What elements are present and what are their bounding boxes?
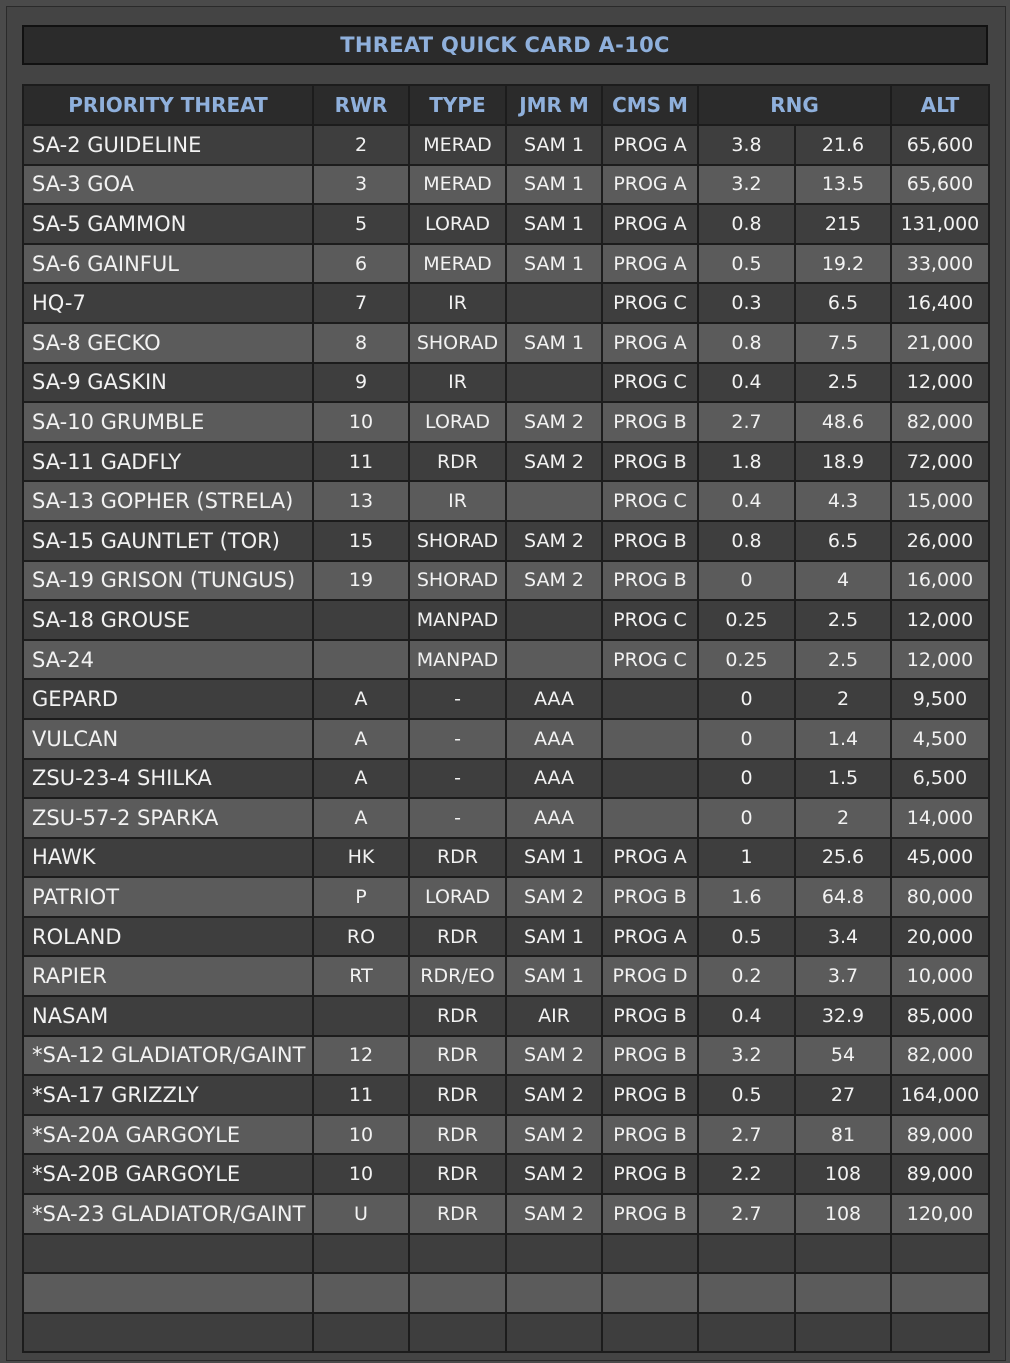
jmr-cell: AAA xyxy=(506,679,602,719)
alt-cell: 16,000 xyxy=(891,561,989,601)
rng-min-cell: 0 xyxy=(698,679,795,719)
alt-cell: 45,000 xyxy=(891,838,989,878)
rng-max-cell: 108 xyxy=(795,1194,891,1234)
threat-name-cell: *SA-20B GARGOYLE xyxy=(23,1154,313,1194)
rng-max-cell: 6.5 xyxy=(795,521,891,561)
threat-name-cell: ZSU-23-4 SHILKA xyxy=(23,759,313,799)
threat-name-cell: SA-13 GOPHER (STRELA) xyxy=(23,481,313,521)
alt-cell: 4,500 xyxy=(891,719,989,759)
rwr-cell: 10 xyxy=(313,402,409,442)
table-row xyxy=(23,481,989,521)
rwr-cell: 6 xyxy=(313,244,409,284)
rng-min-cell: 0.3 xyxy=(698,283,795,323)
type-cell: RDR xyxy=(409,1075,506,1115)
rwr-cell: A xyxy=(313,798,409,838)
threat-name-cell: SA-19 GRISON (TUNGUS) xyxy=(23,561,313,601)
cms-cell: PROG C xyxy=(602,640,698,680)
threat-name-cell xyxy=(23,1313,313,1353)
rwr-cell xyxy=(313,1234,409,1274)
cms-cell: PROG A xyxy=(602,838,698,878)
rng-max-cell: 25.6 xyxy=(795,838,891,878)
rng-max-cell: 13.5 xyxy=(795,165,891,205)
cms-cell: PROG D xyxy=(602,956,698,996)
rng-min-cell: 1.8 xyxy=(698,442,795,482)
threat-table xyxy=(22,84,990,1353)
rng-min-cell: 0.4 xyxy=(698,481,795,521)
type-cell: RDR/EO xyxy=(409,956,506,996)
threat-name-cell: SA-24 xyxy=(23,640,313,680)
rng-max-cell: 48.6 xyxy=(795,402,891,442)
threat-name-cell xyxy=(23,1234,313,1274)
alt-cell: 80,000 xyxy=(891,877,989,917)
jmr-cell xyxy=(506,640,602,680)
rng-min-cell: 0.8 xyxy=(698,204,795,244)
rwr-cell: 19 xyxy=(313,561,409,601)
alt-cell: 89,000 xyxy=(891,1115,989,1155)
cms-cell xyxy=(602,1313,698,1353)
table-row xyxy=(23,640,989,680)
type-cell xyxy=(409,1313,506,1353)
alt-cell xyxy=(891,1313,989,1353)
header-cms-m: CMS M xyxy=(602,85,698,125)
jmr-cell: SAM 1 xyxy=(506,323,602,363)
jmr-cell: SAM 2 xyxy=(506,561,602,601)
type-cell: MANPAD xyxy=(409,640,506,680)
rng-max-cell: 1.5 xyxy=(795,759,891,799)
type-cell: RDR xyxy=(409,1115,506,1155)
alt-cell: 85,000 xyxy=(891,996,989,1036)
rng-max-cell: 32.9 xyxy=(795,996,891,1036)
rng-max-cell: 215 xyxy=(795,204,891,244)
alt-cell: 131,000 xyxy=(891,204,989,244)
rwr-cell: 5 xyxy=(313,204,409,244)
table-row xyxy=(23,363,989,403)
cms-cell xyxy=(602,798,698,838)
rng-max-cell: 19.2 xyxy=(795,244,891,284)
cms-cell: PROG B xyxy=(602,996,698,1036)
rng-max-cell: 64.8 xyxy=(795,877,891,917)
threat-name-cell: HQ-7 xyxy=(23,283,313,323)
cms-cell: PROG A xyxy=(602,204,698,244)
cms-cell: PROG B xyxy=(602,521,698,561)
threat-name-cell: SA-5 GAMMON xyxy=(23,204,313,244)
table-row xyxy=(23,679,989,719)
cms-cell xyxy=(602,679,698,719)
rng-min-cell: 1 xyxy=(698,838,795,878)
rng-min-cell: 0.4 xyxy=(698,996,795,1036)
jmr-cell xyxy=(506,1313,602,1353)
threat-name-cell: SA-2 GUIDELINE xyxy=(23,125,313,165)
cms-cell: PROG B xyxy=(602,1036,698,1076)
alt-cell: 16,400 xyxy=(891,283,989,323)
rwr-cell: 10 xyxy=(313,1154,409,1194)
rng-min-cell: 2.7 xyxy=(698,402,795,442)
cms-cell: PROG A xyxy=(602,125,698,165)
alt-cell: 82,000 xyxy=(891,1036,989,1076)
jmr-cell: SAM 1 xyxy=(506,204,602,244)
table-row xyxy=(23,204,989,244)
rng-max-cell: 27 xyxy=(795,1075,891,1115)
rwr-cell xyxy=(313,600,409,640)
table-row xyxy=(23,244,989,284)
rng-max-cell: 2 xyxy=(795,798,891,838)
rng-max-cell: 81 xyxy=(795,1115,891,1155)
rng-max-cell: 1.4 xyxy=(795,719,891,759)
type-cell: IR xyxy=(409,481,506,521)
alt-cell: 9,500 xyxy=(891,679,989,719)
rwr-cell: A xyxy=(313,679,409,719)
alt-cell: 26,000 xyxy=(891,521,989,561)
table-row xyxy=(23,442,989,482)
type-cell: RDR xyxy=(409,917,506,957)
jmr-cell: SAM 1 xyxy=(506,956,602,996)
rng-min-cell: 0.4 xyxy=(698,363,795,403)
rng-min-cell: 0.8 xyxy=(698,521,795,561)
threat-name-cell: SA-11 GADFLY xyxy=(23,442,313,482)
jmr-cell: SAM 2 xyxy=(506,402,602,442)
cms-cell: PROG C xyxy=(602,363,698,403)
rng-max-cell: 54 xyxy=(795,1036,891,1076)
rng-min-cell: 0.5 xyxy=(698,244,795,284)
jmr-cell xyxy=(506,363,602,403)
rwr-cell xyxy=(313,1313,409,1353)
rng-min-cell: 2.7 xyxy=(698,1115,795,1155)
rwr-cell: 12 xyxy=(313,1036,409,1076)
rng-max-cell: 18.9 xyxy=(795,442,891,482)
type-cell: RDR xyxy=(409,442,506,482)
table-row xyxy=(23,956,989,996)
rwr-cell xyxy=(313,1273,409,1313)
type-cell: SHORAD xyxy=(409,521,506,561)
rng-max-cell: 3.4 xyxy=(795,917,891,957)
table-row xyxy=(23,996,989,1036)
threat-name-cell: NASAM xyxy=(23,996,313,1036)
type-cell: IR xyxy=(409,363,506,403)
table-row xyxy=(23,165,989,205)
jmr-cell: SAM 2 xyxy=(506,877,602,917)
rng-min-cell xyxy=(698,1273,795,1313)
rwr-cell: A xyxy=(313,759,409,799)
rwr-cell: RO xyxy=(313,917,409,957)
header-alt: ALT xyxy=(891,85,989,125)
rng-max-cell: 6.5 xyxy=(795,283,891,323)
threat-name-cell: RAPIER xyxy=(23,956,313,996)
type-cell: LORAD xyxy=(409,402,506,442)
rng-min-cell: 3.8 xyxy=(698,125,795,165)
jmr-cell: SAM 1 xyxy=(506,125,602,165)
table-row xyxy=(23,323,989,363)
rng-min-cell: 2.7 xyxy=(698,1194,795,1234)
jmr-cell xyxy=(506,600,602,640)
rwr-cell: 11 xyxy=(313,442,409,482)
rng-max-cell: 4 xyxy=(795,561,891,601)
header-rwr: RWR xyxy=(313,85,409,125)
rng-max-cell: 2.5 xyxy=(795,600,891,640)
threat-name-cell: SA-8 GECKO xyxy=(23,323,313,363)
threat-name-cell: *SA-12 GLADIATOR/GAINT xyxy=(23,1036,313,1076)
jmr-cell: SAM 2 xyxy=(506,1115,602,1155)
alt-cell: 82,000 xyxy=(891,402,989,442)
threat-name-cell: ZSU-57-2 SPARKA xyxy=(23,798,313,838)
header-rng: RNG xyxy=(698,85,891,125)
type-cell xyxy=(409,1234,506,1274)
rng-min-cell: 0.25 xyxy=(698,600,795,640)
alt-cell: 65,600 xyxy=(891,165,989,205)
rwr-cell: HK xyxy=(313,838,409,878)
rng-min-cell: 0.5 xyxy=(698,1075,795,1115)
rwr-cell xyxy=(313,996,409,1036)
table-row xyxy=(23,1115,989,1155)
alt-cell: 120,00 xyxy=(891,1194,989,1234)
threat-name-cell: *SA-17 GRIZZLY xyxy=(23,1075,313,1115)
rwr-cell: 3 xyxy=(313,165,409,205)
jmr-cell xyxy=(506,1234,602,1274)
header-row xyxy=(23,85,989,125)
cms-cell: PROG B xyxy=(602,1194,698,1234)
cms-cell xyxy=(602,719,698,759)
jmr-cell: SAM 2 xyxy=(506,1154,602,1194)
cms-cell xyxy=(602,1273,698,1313)
rng-max-cell xyxy=(795,1273,891,1313)
table-row xyxy=(23,1075,989,1115)
threat-name-cell: VULCAN xyxy=(23,719,313,759)
table-row xyxy=(23,600,989,640)
threat-name-cell: SA-9 GASKIN xyxy=(23,363,313,403)
type-cell: - xyxy=(409,719,506,759)
threat-name-cell: *SA-20A GARGOYLE xyxy=(23,1115,313,1155)
alt-cell: 6,500 xyxy=(891,759,989,799)
threat-name-cell: SA-6 GAINFUL xyxy=(23,244,313,284)
rwr-cell xyxy=(313,640,409,680)
rng-min-cell: 0 xyxy=(698,561,795,601)
cms-cell: PROG B xyxy=(602,877,698,917)
alt-cell: 10,000 xyxy=(891,956,989,996)
rng-min-cell xyxy=(698,1313,795,1353)
alt-cell: 65,600 xyxy=(891,125,989,165)
type-cell: - xyxy=(409,798,506,838)
cms-cell: PROG B xyxy=(602,561,698,601)
threat-name-cell: HAWK xyxy=(23,838,313,878)
type-cell: RDR xyxy=(409,838,506,878)
table-row xyxy=(23,1036,989,1076)
cms-cell: PROG A xyxy=(602,165,698,205)
rng-min-cell: 0 xyxy=(698,798,795,838)
table-row xyxy=(23,283,989,323)
rng-min-cell: 0.25 xyxy=(698,640,795,680)
jmr-cell: SAM 2 xyxy=(506,521,602,561)
alt-cell: 72,000 xyxy=(891,442,989,482)
rng-min-cell: 0 xyxy=(698,759,795,799)
threat-name-cell: PATRIOT xyxy=(23,877,313,917)
rng-max-cell: 2 xyxy=(795,679,891,719)
table-row xyxy=(23,125,989,165)
type-cell: MERAD xyxy=(409,165,506,205)
jmr-cell: SAM 1 xyxy=(506,244,602,284)
table-row xyxy=(23,1273,989,1313)
rng-min-cell: 0 xyxy=(698,719,795,759)
type-cell: MERAD xyxy=(409,125,506,165)
rwr-cell: 13 xyxy=(313,481,409,521)
jmr-cell: AAA xyxy=(506,719,602,759)
cms-cell: PROG A xyxy=(602,917,698,957)
alt-cell: 12,000 xyxy=(891,600,989,640)
threat-name-cell xyxy=(23,1273,313,1313)
rng-min-cell: 1.6 xyxy=(698,877,795,917)
rng-min-cell: 3.2 xyxy=(698,1036,795,1076)
table-row xyxy=(23,561,989,601)
alt-cell: 33,000 xyxy=(891,244,989,284)
cms-cell xyxy=(602,1234,698,1274)
rng-max-cell: 2.5 xyxy=(795,363,891,403)
type-cell xyxy=(409,1273,506,1313)
table-row xyxy=(23,1194,989,1234)
rng-max-cell xyxy=(795,1313,891,1353)
rwr-cell: RT xyxy=(313,956,409,996)
jmr-cell: AAA xyxy=(506,759,602,799)
rng-min-cell: 0.8 xyxy=(698,323,795,363)
cms-cell: PROG C xyxy=(602,283,698,323)
header-priority-threat: PRIORITY THREAT xyxy=(23,85,313,125)
rng-min-cell: 3.2 xyxy=(698,165,795,205)
cms-cell xyxy=(602,759,698,799)
rng-max-cell: 2.5 xyxy=(795,640,891,680)
jmr-cell: AIR xyxy=(506,996,602,1036)
type-cell: RDR xyxy=(409,1194,506,1234)
alt-cell: 21,000 xyxy=(891,323,989,363)
alt-cell: 12,000 xyxy=(891,363,989,403)
cms-cell: PROG B xyxy=(602,1115,698,1155)
table-row xyxy=(23,719,989,759)
type-cell: - xyxy=(409,759,506,799)
table-row xyxy=(23,521,989,561)
jmr-cell: AAA xyxy=(506,798,602,838)
threat-name-cell: GEPARD xyxy=(23,679,313,719)
jmr-cell: SAM 1 xyxy=(506,917,602,957)
type-cell: IR xyxy=(409,283,506,323)
rng-max-cell: 21.6 xyxy=(795,125,891,165)
rwr-cell: 2 xyxy=(313,125,409,165)
alt-cell: 164,000 xyxy=(891,1075,989,1115)
type-cell: - xyxy=(409,679,506,719)
cms-cell: PROG B xyxy=(602,1154,698,1194)
jmr-cell xyxy=(506,1273,602,1313)
rng-min-cell xyxy=(698,1234,795,1274)
threat-name-cell: SA-3 GOA xyxy=(23,165,313,205)
header-jmr-m: JMR M xyxy=(506,85,602,125)
alt-cell xyxy=(891,1234,989,1274)
jmr-cell: SAM 2 xyxy=(506,1075,602,1115)
rng-max-cell: 4.3 xyxy=(795,481,891,521)
table-row xyxy=(23,798,989,838)
cms-cell: PROG A xyxy=(602,244,698,284)
table-row xyxy=(23,1234,989,1274)
alt-cell: 89,000 xyxy=(891,1154,989,1194)
cms-cell: PROG C xyxy=(602,600,698,640)
rwr-cell: 11 xyxy=(313,1075,409,1115)
rng-max-cell xyxy=(795,1234,891,1274)
rng-max-cell: 108 xyxy=(795,1154,891,1194)
alt-cell xyxy=(891,1273,989,1313)
rng-min-cell: 2.2 xyxy=(698,1154,795,1194)
jmr-cell: SAM 2 xyxy=(506,1194,602,1234)
type-cell: MANPAD xyxy=(409,600,506,640)
threat-name-cell: SA-10 GRUMBLE xyxy=(23,402,313,442)
card-title: THREAT QUICK CARD A-10C xyxy=(22,25,988,65)
table-row xyxy=(23,1154,989,1194)
alt-cell: 15,000 xyxy=(891,481,989,521)
alt-cell: 20,000 xyxy=(891,917,989,957)
table-row xyxy=(23,877,989,917)
threat-name-cell: SA-15 GAUNTLET (TOR) xyxy=(23,521,313,561)
jmr-cell: SAM 1 xyxy=(506,838,602,878)
table-row xyxy=(23,838,989,878)
table-row xyxy=(23,759,989,799)
rng-max-cell: 7.5 xyxy=(795,323,891,363)
cms-cell: PROG A xyxy=(602,323,698,363)
rng-max-cell: 3.7 xyxy=(795,956,891,996)
type-cell: RDR xyxy=(409,1036,506,1076)
cms-cell: PROG B xyxy=(602,402,698,442)
jmr-cell xyxy=(506,283,602,323)
type-cell: LORAD xyxy=(409,204,506,244)
jmr-cell: SAM 1 xyxy=(506,165,602,205)
rwr-cell: 10 xyxy=(313,1115,409,1155)
jmr-cell: SAM 2 xyxy=(506,442,602,482)
header-type: TYPE xyxy=(409,85,506,125)
type-cell: LORAD xyxy=(409,877,506,917)
alt-cell: 14,000 xyxy=(891,798,989,838)
type-cell: RDR xyxy=(409,996,506,1036)
rng-min-cell: 0.5 xyxy=(698,917,795,957)
threat-name-cell: *SA-23 GLADIATOR/GAINT xyxy=(23,1194,313,1234)
type-cell: SHORAD xyxy=(409,323,506,363)
rwr-cell: 7 xyxy=(313,283,409,323)
type-cell: MERAD xyxy=(409,244,506,284)
threat-name-cell: SA-18 GROUSE xyxy=(23,600,313,640)
rwr-cell: P xyxy=(313,877,409,917)
rwr-cell: A xyxy=(313,719,409,759)
table-row xyxy=(23,402,989,442)
table-row xyxy=(23,917,989,957)
cms-cell: PROG C xyxy=(602,481,698,521)
jmr-cell: SAM 2 xyxy=(506,1036,602,1076)
table-row xyxy=(23,1313,989,1353)
threat-name-cell: ROLAND xyxy=(23,917,313,957)
rng-min-cell: 0.2 xyxy=(698,956,795,996)
type-cell: RDR xyxy=(409,1154,506,1194)
rwr-cell: 9 xyxy=(313,363,409,403)
alt-cell: 12,000 xyxy=(891,640,989,680)
cms-cell: PROG B xyxy=(602,442,698,482)
cms-cell: PROG B xyxy=(602,1075,698,1115)
jmr-cell xyxy=(506,481,602,521)
type-cell: SHORAD xyxy=(409,561,506,601)
rwr-cell: 15 xyxy=(313,521,409,561)
rwr-cell: 8 xyxy=(313,323,409,363)
rwr-cell: U xyxy=(313,1194,409,1234)
